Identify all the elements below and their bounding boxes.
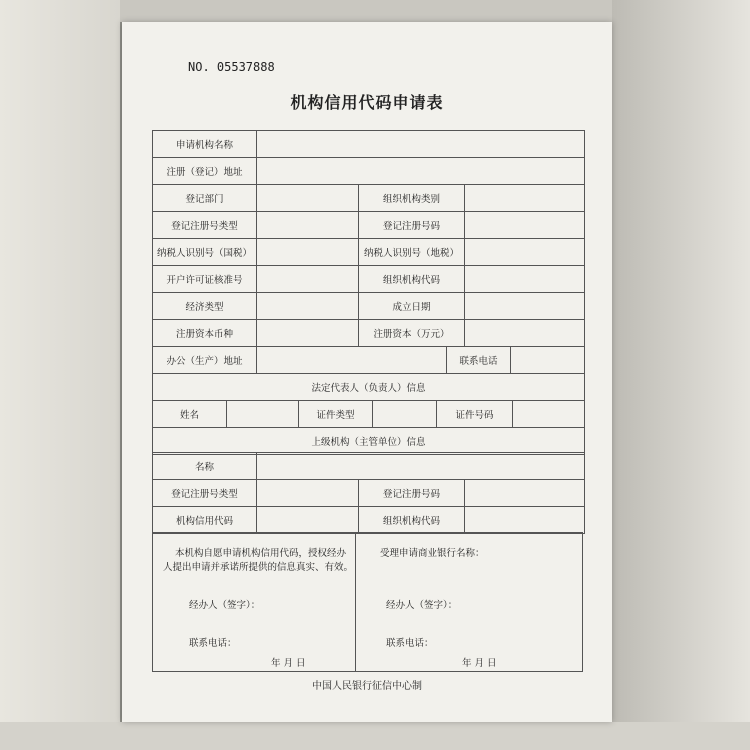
applicant-date[interactable]: 年 月 日 — [271, 658, 306, 669]
row-applicant-name — [153, 131, 584, 158]
field-tax-id-national[interactable] — [257, 239, 359, 265]
label-parent-name: 名称 — [153, 453, 257, 479]
label-tax-id-local: 纳税人识别号（地税） — [359, 239, 465, 265]
field-registered-address[interactable] — [257, 158, 584, 184]
serial-number: NO. 05537888 — [188, 60, 275, 74]
field-economic-type[interactable] — [257, 293, 359, 319]
field-tax-id-local[interactable] — [465, 239, 584, 265]
signature-section — [152, 532, 583, 672]
field-parent-credit-code[interactable] — [257, 507, 359, 533]
label-legal-rep-id-type: 证件类型 — [299, 401, 373, 427]
section-parent-org: 上级机构（主管单位）信息 — [311, 437, 426, 448]
applicant-declaration — [153, 533, 356, 671]
bank-contact-phone[interactable]: 联系电话： — [386, 638, 434, 649]
label-org-code: 组织机构代码 — [359, 266, 465, 292]
field-parent-org-code[interactable] — [465, 507, 584, 533]
field-capital-currency[interactable] — [257, 320, 359, 346]
issuer-footer: 中国人民银行征信中心制 — [312, 681, 422, 692]
field-reg-number[interactable] — [465, 212, 584, 238]
field-registration-dept[interactable] — [257, 185, 359, 211]
label-parent-org-code: 组织机构代码 — [359, 507, 465, 533]
label-applicant-name: 申请机构名称 — [153, 131, 257, 157]
label-org-category: 组织机构类别 — [359, 185, 465, 211]
parent-org-table — [152, 452, 585, 534]
label-registered-address: 注册（登记）地址 — [153, 158, 257, 184]
row-office-address — [153, 347, 584, 374]
bank-date[interactable]: 年 月 日 — [462, 658, 497, 669]
row-parent-section — [153, 428, 584, 455]
row-parent-codes — [153, 507, 584, 534]
field-legal-rep-id-type[interactable] — [373, 401, 437, 427]
bank-handler-signature[interactable]: 经办人（签字）： — [386, 600, 458, 611]
label-reg-number: 登记注册号码 — [359, 212, 465, 238]
label-phone: 联系电话 — [447, 347, 511, 373]
field-account-license[interactable] — [257, 266, 359, 292]
label-legal-rep-name: 姓名 — [153, 401, 227, 427]
background-bottom — [0, 722, 750, 750]
field-parent-reg-number[interactable] — [465, 480, 584, 506]
background-right — [612, 0, 750, 750]
row-legal-rep — [153, 401, 584, 428]
row-tax-id — [153, 239, 584, 266]
label-parent-credit-code: 机构信用代码 — [153, 507, 257, 533]
field-applicant-name[interactable] — [257, 131, 584, 157]
label-registered-capital: 注册资本（万元） — [359, 320, 465, 346]
form-title: 机构信用代码申请表 — [290, 93, 444, 112]
row-parent-name — [153, 453, 584, 480]
row-capital — [153, 320, 584, 347]
bank-name-label[interactable]: 受理申请商业银行名称： — [380, 548, 485, 559]
bank-acceptance — [356, 533, 582, 671]
label-economic-type: 经济类型 — [153, 293, 257, 319]
declaration-line-1: 本机构自愿申请机构信用代码，授权经办 — [175, 548, 347, 559]
field-office-address[interactable] — [257, 347, 447, 373]
row-registration-dept — [153, 185, 584, 212]
field-reg-number-type[interactable] — [257, 212, 359, 238]
field-established-date[interactable] — [465, 293, 584, 319]
label-account-license: 开户许可证核准号 — [153, 266, 257, 292]
label-parent-reg-type: 登记注册号类型 — [153, 480, 257, 506]
row-parent-reg — [153, 480, 584, 507]
label-reg-number-type: 登记注册号类型 — [153, 212, 257, 238]
main-form-table — [152, 130, 585, 455]
background-left — [0, 0, 120, 750]
field-phone[interactable] — [511, 347, 584, 373]
field-org-category[interactable] — [465, 185, 584, 211]
applicant-handler-signature[interactable]: 经办人（签字）： — [189, 600, 261, 611]
row-account-license — [153, 266, 584, 293]
row-legal-rep-section — [153, 374, 584, 401]
row-economic-type — [153, 293, 584, 320]
row-registered-address — [153, 158, 584, 185]
section-legal-rep: 法定代表人（负责人）信息 — [311, 383, 426, 394]
field-registered-capital[interactable] — [465, 320, 584, 346]
label-legal-rep-id-number: 证件号码 — [437, 401, 513, 427]
applicant-contact-phone[interactable]: 联系电话： — [189, 638, 237, 649]
field-legal-rep-id-number[interactable] — [513, 401, 584, 427]
application-form-paper — [122, 22, 612, 722]
field-parent-reg-type[interactable] — [257, 480, 359, 506]
label-capital-currency: 注册资本币种 — [153, 320, 257, 346]
declaration-line-2: 人提出申请并承诺所提供的信息真实、有效。 — [163, 562, 354, 573]
label-registration-dept: 登记部门 — [153, 185, 257, 211]
label-office-address: 办公（生产）地址 — [153, 347, 257, 373]
field-org-code[interactable] — [465, 266, 584, 292]
label-established-date: 成立日期 — [359, 293, 465, 319]
label-parent-reg-number: 登记注册号码 — [359, 480, 465, 506]
field-parent-name[interactable] — [257, 453, 584, 479]
row-reg-number-type — [153, 212, 584, 239]
field-legal-rep-name[interactable] — [227, 401, 299, 427]
label-tax-id-national: 纳税人识别号（国税） — [153, 239, 257, 265]
